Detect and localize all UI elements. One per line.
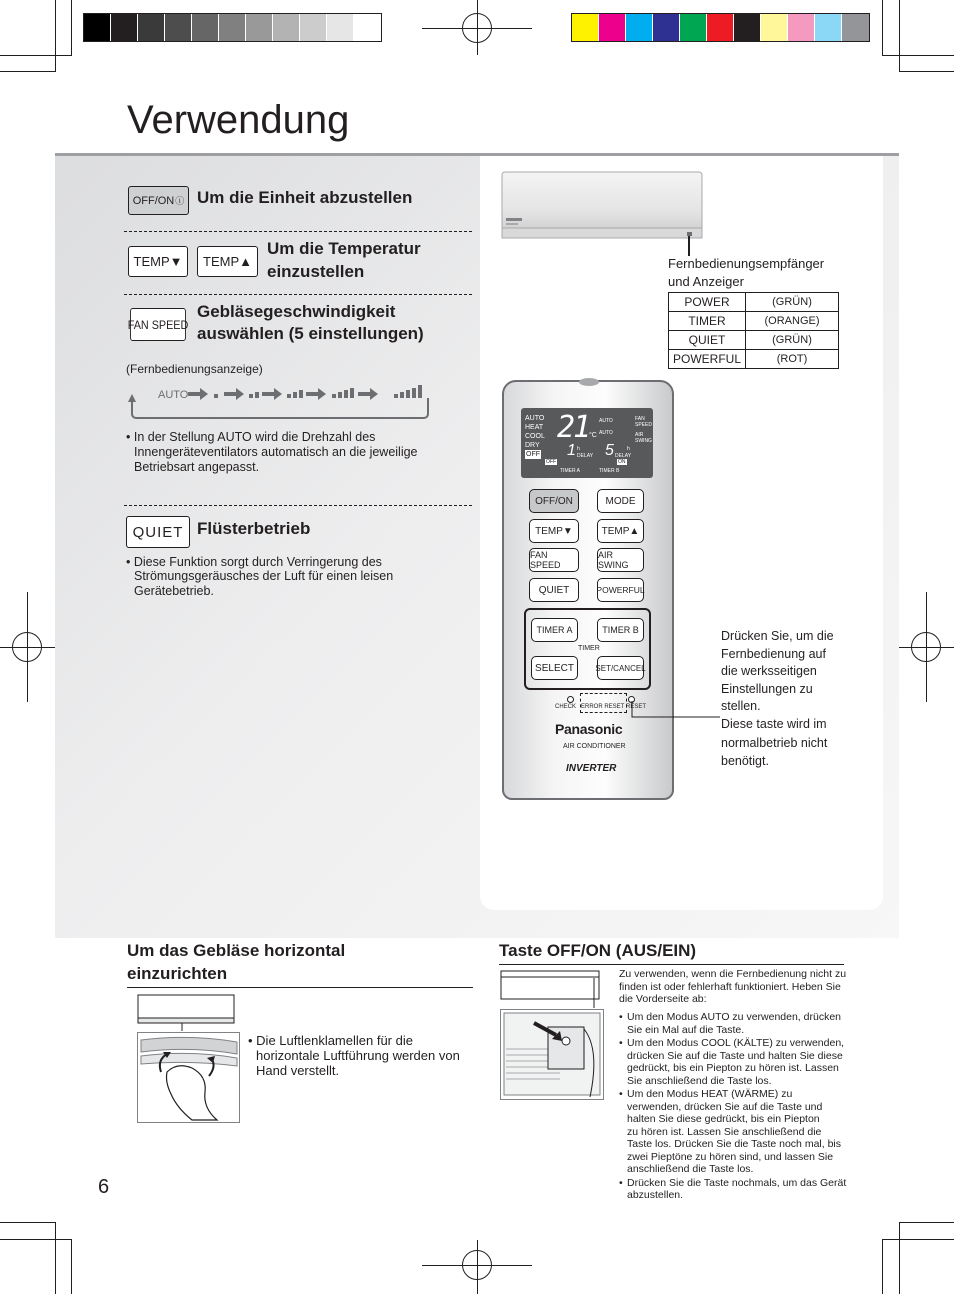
process-color-swatch — [707, 14, 734, 41]
greyscale-swatch — [84, 14, 111, 41]
lcd-swing-label: AIR SWING — [635, 432, 652, 444]
indicator-status-table — [668, 292, 839, 369]
offon-bullet-line: abzustellen. — [627, 1189, 684, 1201]
unit-front-small-illustration — [500, 970, 604, 1010]
offon-bullet-item — [619, 1177, 849, 1202]
greyscale-swatch — [354, 14, 381, 41]
quiet-button-icon: QUIET — [126, 516, 190, 548]
remote-timer-label: TIMER — [578, 645, 600, 652]
offon-bullet-line: zwei Pieptöne zu hören sind, und lassen Sie — [627, 1150, 834, 1163]
process-color-swatch — [626, 14, 653, 41]
offon-intro-line: Zu verwenden, wenn die Fernbedienung nicht zu — [619, 968, 847, 980]
status-indicator-color: (ROT) — [746, 350, 839, 369]
lcd-timer-a-label: TIMER A — [560, 468, 581, 474]
status-row — [669, 312, 839, 331]
remote-set-cancel-button[interactable]: SET/CANCEL — [597, 656, 644, 680]
lcd-delay-1: DELAY — [577, 453, 594, 459]
reset-note-line: Drücken Sie, um die — [721, 629, 834, 643]
offon-button-icon: OFF/ON ⓘ — [128, 186, 189, 215]
lcd-timer-hour-2: h — [627, 446, 630, 452]
lcd-timer-five: 5 — [605, 442, 614, 459]
process-color-swatch — [761, 14, 788, 41]
offon-intro-line: die Vorderseite ab: — [619, 993, 707, 1005]
status-row — [669, 293, 839, 312]
reset-leader-line — [628, 695, 723, 725]
hand-louver-illustration — [137, 1032, 241, 1124]
reset-note2-line: benötigt. — [721, 754, 769, 768]
bullet-dot: • — [619, 1037, 623, 1049]
offon-intro-line: finden ist oder fehlerhaft funktioniert. Heben Sie — [619, 980, 841, 993]
lcd-mode-label: AUTO — [525, 415, 545, 422]
offon-intro — [619, 968, 846, 1006]
fan-bullet-line3: Betriebsart angepasst. — [134, 460, 260, 474]
fan-auto-label: AUTO — [158, 389, 189, 401]
page-number: 6 — [98, 1176, 110, 1198]
bullet-dot: • — [619, 1088, 623, 1100]
process-color-swatch — [788, 14, 815, 41]
process-color-swatch — [572, 14, 599, 41]
offon-bullet-line: Sie anschließend die Taste los. — [627, 1074, 772, 1087]
lcd-off-badge: OFF — [546, 459, 556, 465]
fan-speed-button-icon: FAN SPEED — [130, 308, 186, 341]
offon-bullet-line: Um den Modus HEAT (WÄRME) zu — [627, 1088, 793, 1100]
reset-note — [721, 628, 834, 716]
status-row — [669, 350, 839, 369]
process-color-swatch — [842, 14, 869, 41]
remote-temp-down-button[interactable]: TEMP▼ — [529, 519, 579, 543]
offon-bullet-item — [619, 1011, 849, 1036]
greyscale-swatch — [138, 14, 165, 41]
remote-brand-logo: Panasonic — [555, 721, 623, 737]
error-reset-dashed-box — [580, 693, 627, 713]
remote-offon-button[interactable]: OFF/ON — [529, 489, 579, 513]
lcd-mode-label: DRY — [525, 442, 540, 449]
quiet-description: Flüsterbetrieb — [197, 519, 311, 538]
fan-speed-sequence-diagram — [126, 380, 436, 424]
reset-note-line: Fernbedienung auf — [721, 646, 826, 661]
offon-bullet-line: Um den Modus COOL (KÄLTE) zu verwenden, — [627, 1037, 845, 1049]
offon-bullet-line: Sie ein Mal auf die Taste. — [627, 1023, 745, 1036]
status-indicator-name: POWER — [669, 293, 746, 312]
offon-bullet-line: verwenden, drücken Sie auf die Taste und — [627, 1100, 823, 1113]
status-indicator-color: (GRÜN) — [746, 293, 839, 312]
process-color-swatch — [599, 14, 626, 41]
greyscale-swatch — [111, 14, 138, 41]
bullet-dot: • — [619, 1176, 623, 1189]
reset-note-2 — [721, 715, 827, 771]
fan-description-line1: Gebläsegeschwindigkeit — [197, 302, 396, 321]
status-indicator-color: (ORANGE) — [746, 312, 839, 331]
lcd-auto-1: AUTO — [599, 418, 613, 424]
remote-timer-b-button[interactable]: TIMER B — [597, 618, 644, 642]
remote-select-button[interactable]: SELECT — [531, 656, 578, 680]
lcd-celsius: °C — [589, 432, 597, 439]
page-title: Verwendung — [127, 98, 350, 142]
lcd-timer-b-label: TIMER B — [599, 468, 620, 474]
reset-note2-line: Diese taste wird im — [721, 717, 827, 731]
remote-mode-button[interactable]: MODE — [597, 489, 644, 513]
remote-air-swing-button[interactable]: AIR SWING — [597, 548, 644, 572]
reset-note-line: Einstellungen zu — [721, 681, 813, 696]
quiet-bullet-line1: • Diese Funktion sorgt durch Verringerung des — [126, 555, 382, 569]
process-color-swatch — [815, 14, 842, 41]
reset-note-line: stellen. — [721, 699, 761, 713]
status-indicator-color: (GRÜN) — [746, 331, 839, 350]
greyscale-swatch — [192, 14, 219, 41]
quiet-bullet-line3: Gerätebetrieb. — [134, 584, 214, 598]
receiver-label-line1: Fernbedienungsempfänger — [668, 256, 825, 271]
receiver-label-line2: und Anzeiger — [668, 274, 744, 289]
offon-bullet-item — [619, 1037, 849, 1087]
offon-bullet-line: Taste los. Drücken Sie die Taste noch mal, bis — [627, 1138, 841, 1150]
lcd-timer-one: 1 — [567, 442, 576, 459]
greyscale-swatch — [273, 14, 300, 41]
fan-bullet-line1: • In der Stellung AUTO wird die Drehzahl des — [126, 430, 376, 444]
offon-bullet-line: gedrückt, bis ein Piepton zu hören ist. Lassen — [627, 1062, 839, 1074]
process-color-swatch — [734, 14, 761, 41]
offon-bullet-line: zu hören ist. Lassen Sie anschließend die — [627, 1125, 822, 1138]
lcd-mode-label: COOL — [525, 433, 545, 440]
status-indicator-name: QUIET — [669, 331, 746, 350]
greyscale-swatch — [165, 14, 192, 41]
status-indicator-name: TIMER — [669, 312, 746, 331]
remote-inverter-logo: INVERTER — [566, 763, 617, 774]
offon-bullet-line: halten Sie diese gedrückt, bis ein Piepton — [627, 1113, 820, 1125]
process-color-swatch — [653, 14, 680, 41]
offon-bullet-line: Um den Modus AUTO zu verwenden, drücken — [627, 1011, 841, 1023]
heading-rule — [499, 964, 844, 965]
status-indicator-name: POWERFUL — [669, 350, 746, 369]
remote-display-note: (Fernbedienungsanzeige) — [126, 362, 263, 376]
lcd-timer-hour-1: h — [577, 446, 580, 452]
offon-bullet-line: Drücken Sie die Taste nochmals, um das Gerät — [627, 1176, 847, 1189]
lcd-delay-2: DELAY — [615, 453, 632, 459]
lcd-mode-label: HEAT — [525, 424, 544, 431]
heading-rule — [127, 987, 473, 988]
fan-bullet-line2: Innengeräteventilators automatisch an die jeweilige — [134, 445, 418, 459]
horizontal-louver-heading-line1: Um das Gebläse horizontal — [127, 941, 346, 960]
bullet-dot: • — [619, 1011, 623, 1023]
horizontal-louver-heading-line2: einzurichten — [127, 964, 228, 983]
process-color-bar — [571, 13, 870, 42]
divider — [124, 294, 472, 295]
offon-bullets — [619, 1011, 849, 1203]
temp-description-line1: Um die Temperatur — [267, 239, 421, 258]
offon-description: Um die Einheit abzustellen — [197, 188, 413, 207]
temp-up-button-icon: TEMP▲ — [197, 246, 258, 277]
remote-subtitle: AIR CONDITIONER — [563, 743, 626, 750]
divider — [124, 505, 472, 506]
divider — [124, 231, 472, 232]
remote-quiet-button[interactable]: QUIET — [529, 578, 579, 602]
temp-down-button-icon: TEMP▼ — [128, 246, 188, 277]
remote-error-reset-label: ERROR RESET — [581, 704, 625, 710]
louver-bullet-line2: horizontale Luftführung werden von — [256, 1048, 460, 1063]
reset-note2-line: normalbetrieb nicht — [721, 735, 828, 750]
remote-check-hole[interactable] — [567, 696, 574, 703]
quiet-bullet-line2: Strömungsgeräusches der Luft für einen leisen — [134, 569, 394, 583]
greyscale-color-bar — [83, 13, 382, 42]
greyscale-swatch — [246, 14, 273, 41]
remote-check-label: CHECK — [555, 704, 577, 710]
offon-bullet-item — [619, 1088, 849, 1176]
fan-description-line2: auswählen (5 einstellungen) — [197, 324, 424, 343]
process-color-swatch — [680, 14, 707, 41]
louver-bullet-line3: Hand verstellt. — [256, 1063, 340, 1078]
temp-description-line2: einzustellen — [267, 262, 365, 281]
remote-reset-label: RESET — [626, 704, 647, 710]
lcd-mode-label: OFF — [526, 451, 540, 458]
offon-bullet-line: anschließend die Taste los. — [627, 1163, 754, 1175]
remote-fan-speed-button[interactable]: FAN SPEED — [529, 548, 579, 572]
reset-note-line: die werksseitigen — [721, 664, 817, 678]
lcd-temperature: 21 — [557, 410, 590, 445]
remote-temp-up-button[interactable]: TEMP▲ — [597, 519, 644, 543]
remote-lcd — [521, 408, 653, 478]
offon-button-heading: Taste OFF/ON (AUS/EIN) — [499, 941, 697, 960]
remote-timer-a-button[interactable]: TIMER A — [531, 618, 578, 642]
indoor-unit-illustration — [500, 170, 706, 260]
unit-small-illustration — [137, 994, 237, 1032]
remote-powerful-button[interactable]: POWERFUL — [597, 578, 644, 602]
greyscale-swatch — [327, 14, 354, 41]
greyscale-swatch — [219, 14, 246, 41]
greyscale-swatch — [300, 14, 327, 41]
lcd-fan-label: FAN SPEED — [635, 416, 652, 428]
offon-bullet-line: drücken Sie auf die Taste und halten Sie diese — [627, 1049, 843, 1062]
louver-bullet-line1: • Die Luftlenklamellen für die — [248, 1033, 413, 1048]
offon-button-location-illustration — [500, 1009, 606, 1101]
status-row — [669, 331, 839, 350]
lcd-on-badge: ON — [618, 459, 626, 465]
lcd-auto-2: AUTO — [599, 430, 613, 436]
